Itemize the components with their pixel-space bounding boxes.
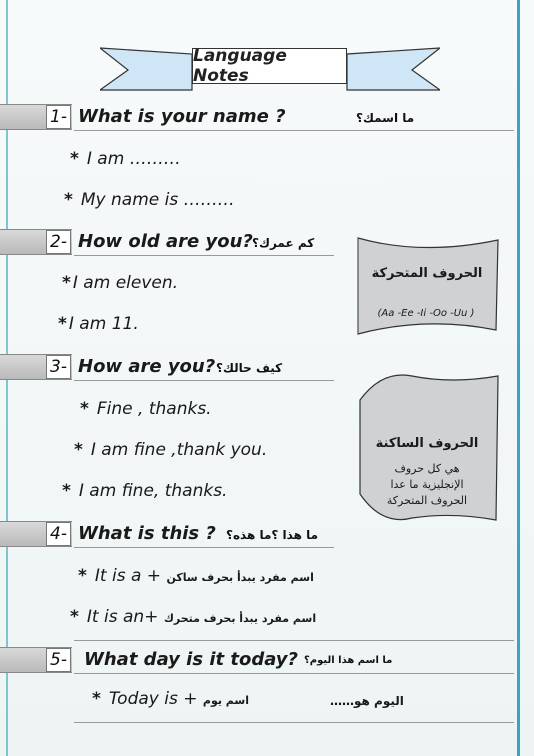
divider	[74, 722, 514, 723]
answer-text: It is a +	[94, 566, 162, 586]
title-ribbon	[100, 40, 440, 98]
page-title: Language Notes	[192, 48, 347, 84]
answer-text: Today is +	[108, 689, 198, 709]
section-arabic: ما اسمك؟	[356, 111, 415, 125]
answer-arabic-note: اسم مفرد يبدأ بحرف ساكن	[166, 571, 314, 584]
section-question: What is this ?	[78, 523, 216, 544]
right-border	[517, 0, 520, 756]
section-5-header	[0, 647, 514, 673]
bullet-star: *	[62, 481, 71, 501]
divider	[74, 673, 514, 674]
section-number: 5-	[46, 648, 71, 672]
answer-text: My name is ………	[80, 190, 235, 210]
answer-line	[64, 189, 235, 211]
vowels-note-box	[352, 232, 502, 342]
consonants-note-box	[352, 366, 502, 530]
answer-text: I am fine ,thank you.	[90, 440, 268, 460]
consonants-line-2: الإنجليزية ما عدا	[390, 478, 464, 491]
answer-arabic-note: اسم يوم	[202, 694, 250, 707]
answer-text: Fine , thanks.	[96, 399, 212, 419]
vowels-letters: (Aa -Ee -Ii -Oo -Uu )	[377, 308, 475, 319]
section-arabic: كيف حالك؟	[216, 361, 283, 375]
bullet-star: *	[70, 149, 79, 169]
bullet-star: *	[64, 190, 73, 210]
section-arabic: ما هذا ؟ما هذه؟	[226, 528, 319, 542]
divider	[74, 130, 514, 131]
answer-arabic-note: اسم مفرد يبدأ بحرف متحرك	[163, 612, 317, 625]
answer-line	[58, 313, 139, 335]
section-1-header	[0, 104, 514, 130]
answer-line	[62, 272, 178, 294]
vowels-heading: الحروف المتحركة	[371, 266, 483, 281]
answer-line	[62, 480, 227, 502]
answer-line	[70, 148, 181, 170]
divider	[74, 255, 334, 256]
section-number: 1-	[46, 105, 71, 129]
consonants-line-1: هي كل حروف	[394, 462, 460, 475]
consonants-heading: الحروف الساكنة	[375, 436, 479, 451]
answer-arabic-right: اليوم هو……	[330, 694, 404, 708]
section-question: What is your name ?	[78, 106, 286, 127]
answer-line	[80, 398, 212, 420]
flag-shape	[352, 232, 502, 342]
divider	[74, 640, 514, 641]
answer-line	[78, 565, 314, 589]
consonants-line-3: الحروف المتحركة	[386, 494, 468, 507]
bullet-star: *	[58, 314, 67, 334]
bullet-star: *	[78, 566, 87, 586]
answer-line	[74, 439, 267, 461]
section-arabic: كم عمرك؟	[252, 236, 315, 250]
section-number: 3-	[46, 355, 71, 379]
divider	[74, 380, 334, 381]
bullet-star: *	[62, 273, 71, 293]
section-question: How old are you?	[78, 231, 253, 252]
section-question: What day is it today?	[84, 649, 298, 670]
divider	[74, 547, 334, 548]
answer-line	[70, 606, 316, 630]
answer-text: It is an+	[86, 607, 159, 627]
section-4-header	[0, 521, 514, 547]
answer-text: I am ………	[86, 149, 181, 169]
answer-line	[92, 688, 249, 712]
bullet-star: *	[80, 399, 89, 419]
section-number: 2-	[46, 230, 71, 254]
answer-text: I am 11.	[68, 314, 139, 334]
answer-text: I am fine, thanks.	[78, 481, 228, 501]
section-number: 4-	[46, 522, 71, 546]
bullet-star: *	[74, 440, 83, 460]
bullet-star: *	[92, 689, 101, 709]
section-arabic: ما اسم هذا اليوم؟	[304, 655, 393, 666]
bullet-star: *	[70, 607, 79, 627]
answer-text: I am eleven.	[72, 273, 179, 293]
section-question: How are you?	[78, 356, 216, 377]
